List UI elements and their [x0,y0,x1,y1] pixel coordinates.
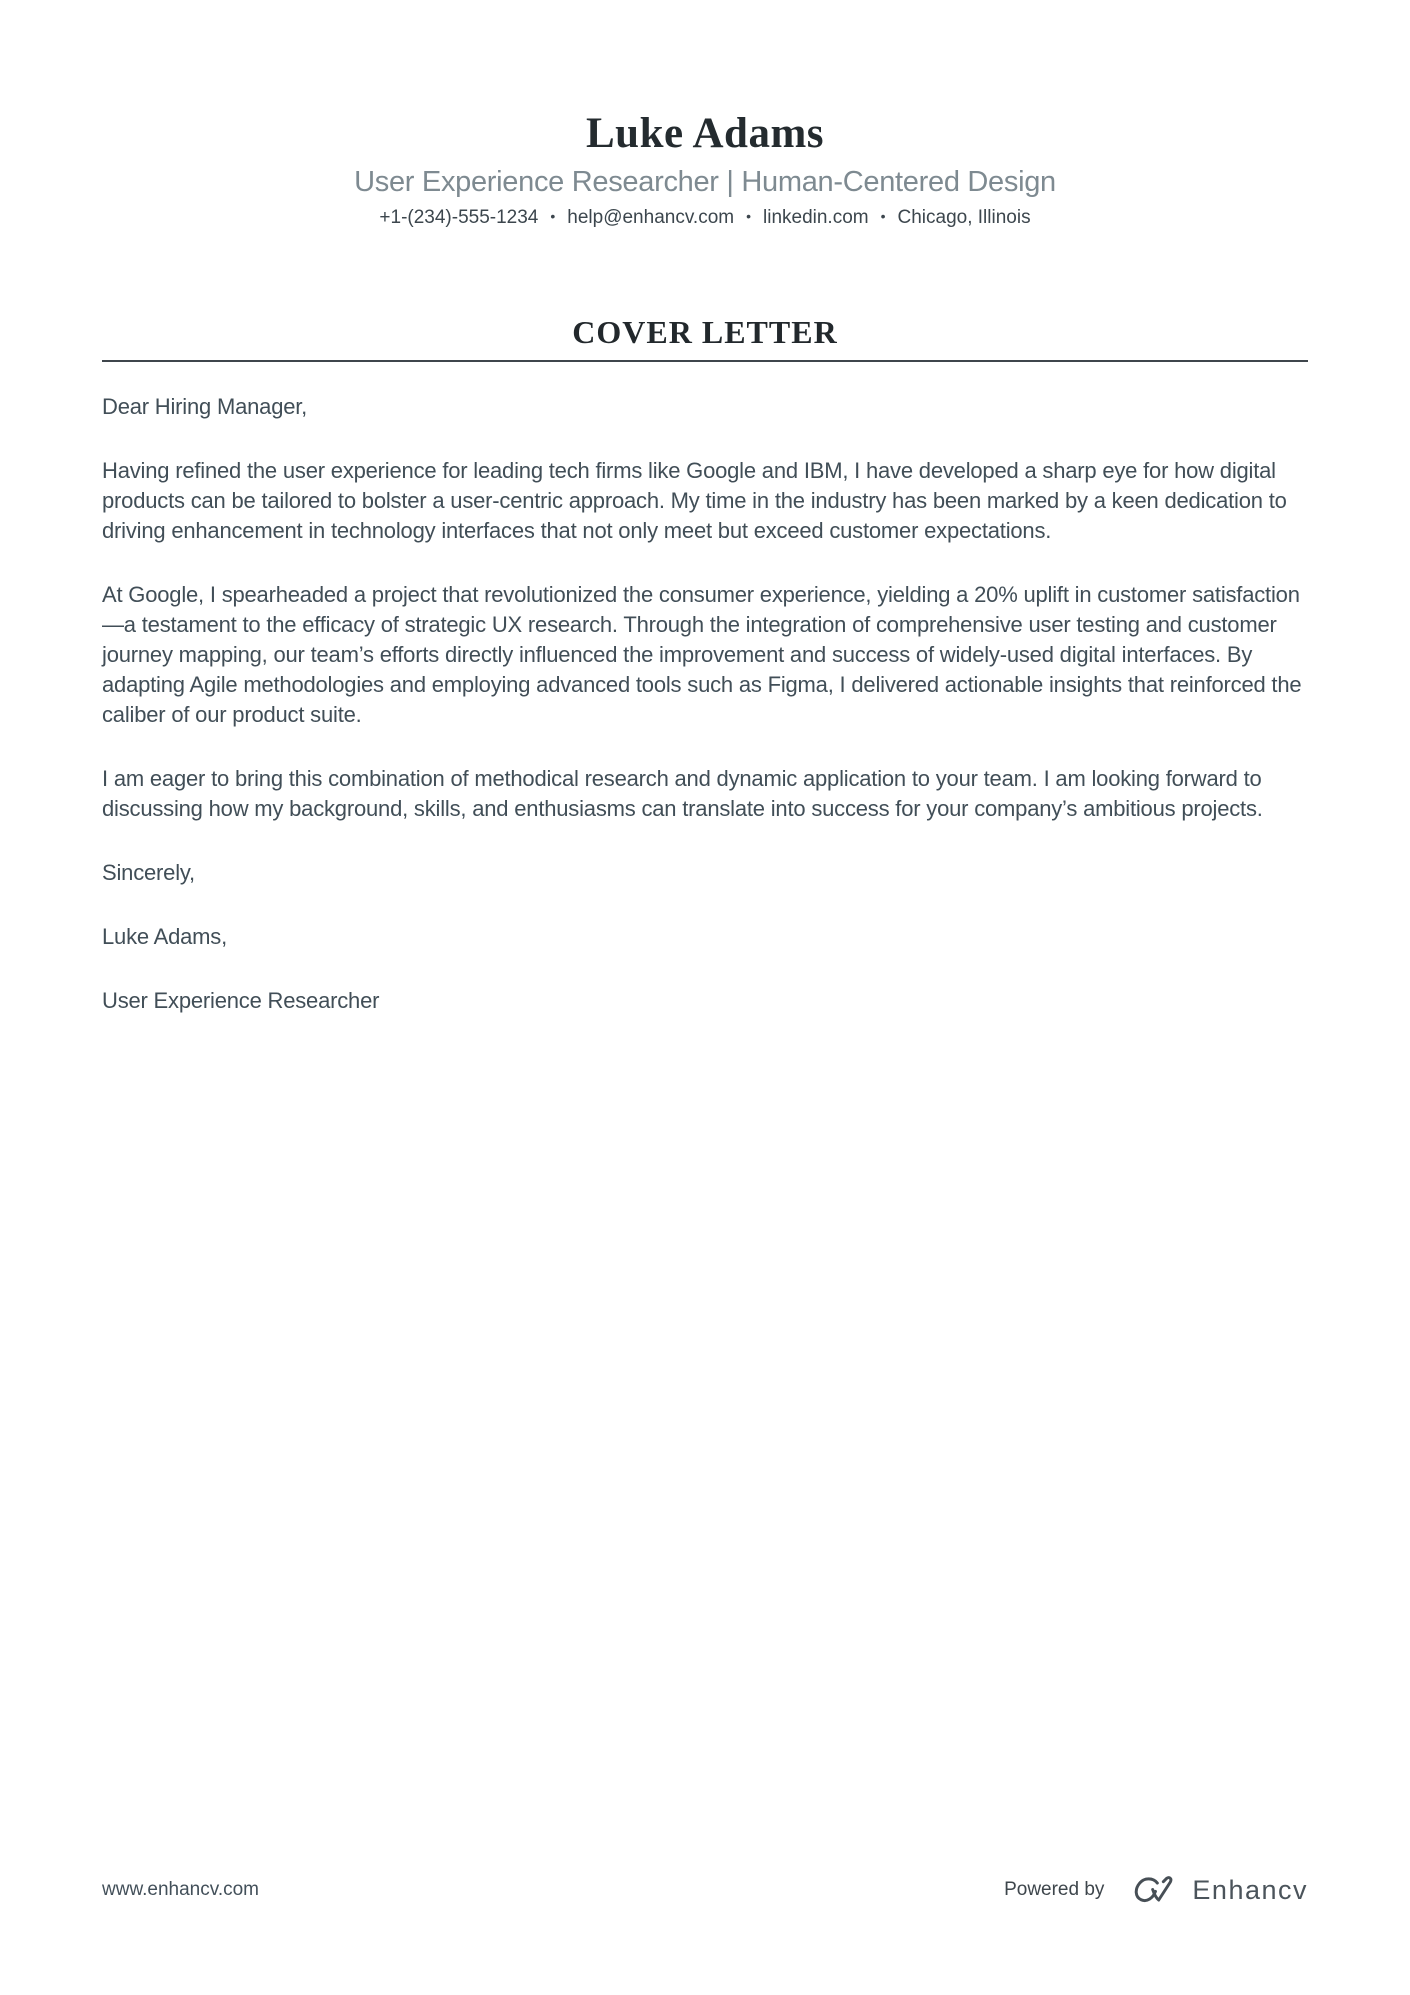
powered-by [1004,1874,1308,1906]
contact-line [102,208,1308,227]
bullet-separator-icon: • [550,208,556,224]
page-content [102,112,1308,1016]
letter-paragraph: Having refined the user experience for leading tech firms like Google and IBM, I have developed a sharp eye for how digital products can be tailored to bolster a user-centric approach. My time in the industry has been marked by a keen dedication to driving enhancement in technology interfaces that not only meet but exceed customer expectations. [102,458,1287,543]
contact-email: help@enhancv.com [567,207,735,228]
signature-title: User Experience Researcher [102,988,380,1013]
contact-link: linkedin.com [763,207,869,228]
salutation: Dear Hiring Manager, [102,394,308,419]
document-header [102,112,1308,227]
letter-paragraph: At Google, I spearheaded a project that revolutionized the consumer experience, yielding a 20% uplift in customer satisfaction—a testament to the efficacy of strategic UX research. Through the integration of comprehensive user testing and customer journey mapping, our team’s efforts directly influenced the improvement and success of widely-used digital interfaces. By adapting Agile methodologies and employing advanced tools such as Figma, I delivered actionable insights that reinforced the caliber of our product suite. [102,582,1302,727]
powered-by-label: Powered by [1004,1879,1105,1900]
letter-paragraph: I am eager to bring this combination of methodical research and dynamic application to your team. I am looking forward to discussing how my background, skills, and enthusiasms can translate into success for your company’s ambitious projects. [102,766,1263,821]
candidate-headline: User Experience Researcher | Human-Centered Design [354,166,1056,198]
enhancv-wordmark: Enhancv [1192,1874,1308,1905]
candidate-name: Luke Adams [586,110,824,157]
contact-location: Chicago, Illinois [897,207,1031,228]
page-footer [102,1874,1308,1906]
enhancv-infinity-logo-icon [1130,1874,1180,1906]
contact-phone: +1-(234)-555-1234 [379,207,539,228]
bullet-separator-icon: • [880,208,886,224]
section-divider [102,360,1308,362]
bullet-separator-icon: • [746,208,751,224]
section-title: COVER LETTER [572,314,838,350]
footer-website-link: www.enhancv.com [102,1879,259,1900]
enhancv-brand [1130,1874,1308,1906]
closing: Sincerely, [102,860,195,885]
letter-body [102,392,1308,1016]
signature-name: Luke Adams, [102,924,227,949]
